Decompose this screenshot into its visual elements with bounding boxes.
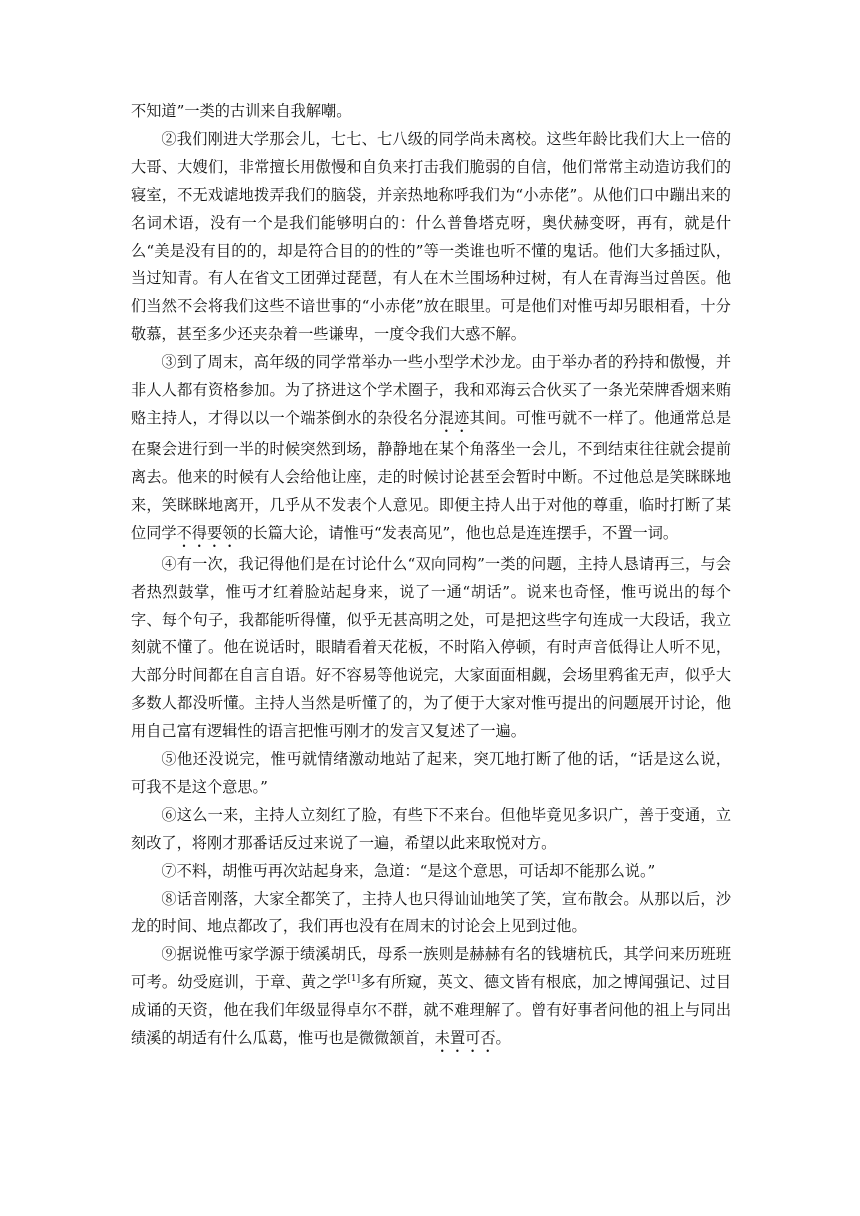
paragraph-5 — [131, 746, 731, 802]
paragraph-3 — [131, 349, 731, 551]
article-body — [131, 98, 731, 1056]
paragraph-2 — [131, 126, 731, 349]
paragraph-text: ⑥这么一来，主持人立刻红了脸，有些下不来台。但他毕竟见多识广，善于变通，立刻改了，将刚才那番话反过来说了一遍，希望以此来取悦对方。 — [131, 805, 731, 852]
emphasized-word: 未置可否 — [434, 1029, 496, 1048]
paragraph-text: 的长篇大论，请惟丏“发表高见”，他也总是连连摆手，不置一词。 — [237, 523, 679, 542]
paragraph-text: ③到了周末，高年级的同学常举办一些小型学术沙龙。由于举办者的矜持和傲慢，并非人人都有资格参加。为了挤进这个学术圈子，我和邓海云合伙买了一条光荣牌香烟来贿赂主持人，才得以以一个端茶倒水的杂役名分 — [131, 353, 731, 427]
paragraph-text: 其间。可惟丏就不一样了。他通常总是在聚会进行到一半的时候突然到场，静静地在某个角落坐一会儿，不到结束往往就会提前离去。他来的时候有人会给他让座，走的时候讨论甚至会暂时中断。不过他总是笑眯眯地来，笑眯眯地离开，几乎从不发表个人意见。即便主持人出于对他的尊重，临时打断了某位同学 — [131, 408, 732, 542]
paragraph-9 — [131, 941, 731, 1056]
emphasized-word: 混迹 — [438, 408, 470, 427]
paragraph-text: ⑦不料，胡惟丏再次站起身来，急道：“是这个意思，可话却不能那么说。” — [161, 861, 656, 880]
paragraph-text: ④有一次，我记得他们是在讨论什么“双向同构”一类的问题，主持人恳请再三，与会者热烈鼓掌，惟丏才红着脸站起身来，说了一通“胡话”。说来也奇怪，惟丏说出的每个字、每个句子，我都能听得懂，似乎无甚高明之处，可是把这些字句连成一大段话，我立刻就不懂了。他在说话时，眼睛看着天花板，不时陷入停顿，有时声音低得让人听不见，大部分时间都在自言自语。好不容易等他说完，大家面面相觑，会场里鸦雀无声，似乎大多数人都没听懂。主持人当然是听懂了的，为了便于大家对惟丏提出的问题展开讨论，他用自己富有逻辑性的语言把惟丏刚才的发言又复述了一遍。 — [131, 554, 731, 741]
paragraph-7 — [131, 858, 731, 886]
emphasized-word: 不得要领 — [176, 523, 238, 542]
paragraph-text: ⑤他还没说完，惟丏就情绪激动地站了起来，突兀地打断了他的话，“话是这么说，可我不是这个意思。” — [131, 750, 731, 796]
paragraph-text: 多有所窥，英文、德文皆有根底，加之博闻强记、过目成诵的天资，他在我们年级显得卓尔不群，就不难理解了。曾有好事者问他的祖上与同出绩溪的胡适有什么瓜葛，惟丏也是微微颔首， — [131, 973, 732, 1048]
paragraph-text: 不知道”一类的古训来自我解嘲。 — [131, 102, 352, 120]
footnote-marker: [1] — [347, 974, 361, 985]
paragraph-text: ⑨据说惟丏家学源于绩溪胡氏，母系一族则是赫赫有名的钱塘杭氏，其学问来历班班可考。幼受庭训，于章、黄之学 — [131, 945, 731, 992]
paragraph-text: ⑧话音刚落，大家全都笑了，主持人也只得讪讪地笑了笑，宣布散会。从那以后，沙龙的时间、地点都改了，我们再也没有在周末的讨论会上见到过他。 — [131, 889, 731, 936]
paragraph-text: 。 — [495, 1029, 511, 1048]
paragraph-4 — [131, 551, 731, 746]
paragraph-text: ②我们刚进大学那会儿，七七、七八级的同学尚未离校。这些年龄比我们大上一倍的大哥、大嫂们，非常擅长用傲慢和自负来打击我们脆弱的自信，他们常常主动造访我们的寝室，不无戏谑地拨弄我们的脑袋，并亲热地称呼我们为“小赤佬”。从他们口中蹦出来的名词术语，没有一个是我们能够明白的：什么普鲁塔克呀，奥伏赫变呀，再有，就是什么“美是没有目的的，却是符合目的的性的”等一类谁也听不懂的鬼话。他们大多插过队，当过知青。有人在省文工团弹过琵琶，有人在木兰围场种过树，有人在青海当过兽医。他们当然不会将我们这些不谙世事的“小赤佬”放在眼里。可是他们对惟丏却另眼相看，十分敬慕，甚至多少还夹杂着一些谦卑，一度令我们大惑不解。 — [131, 129, 731, 344]
paragraph-continuation — [131, 98, 731, 126]
paragraph-8 — [131, 886, 731, 942]
paragraph-6 — [131, 802, 731, 858]
